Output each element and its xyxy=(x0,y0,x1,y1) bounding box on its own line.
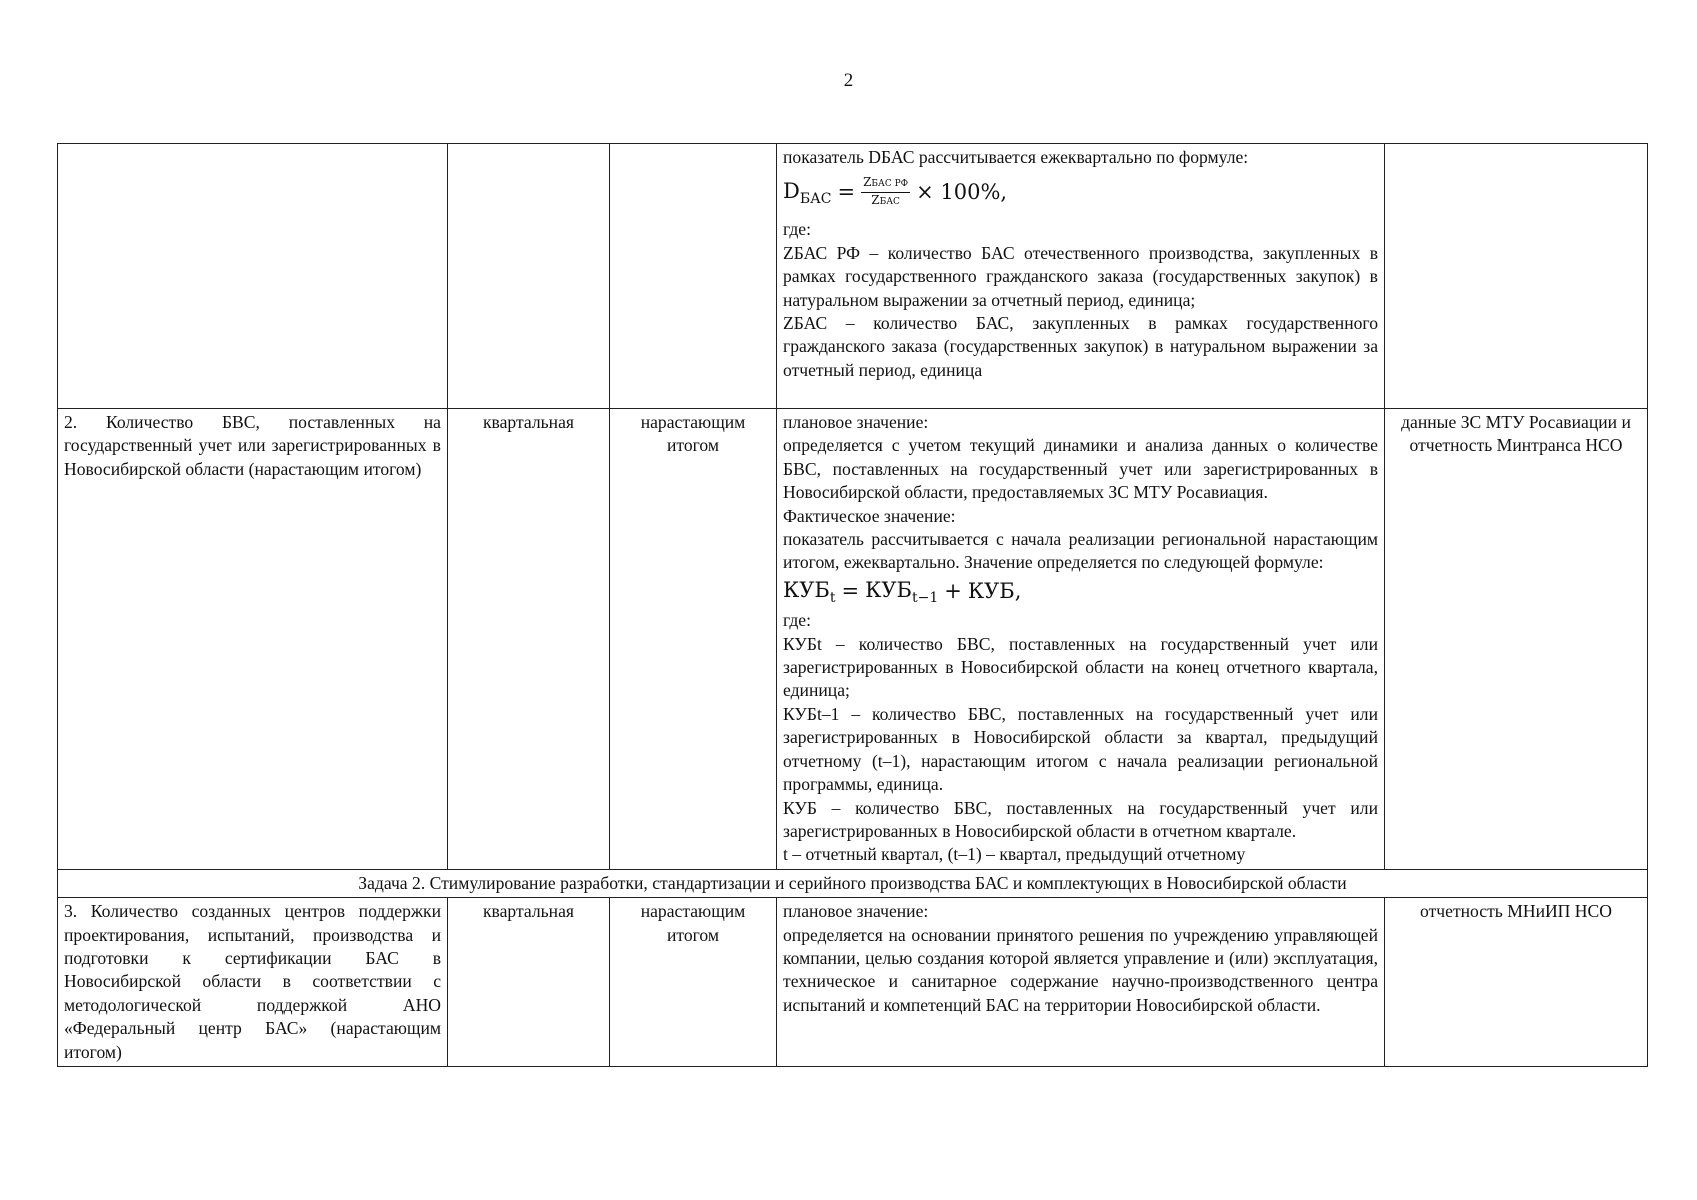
indicator-source: данные ЗС МТУ Росавиации и отчетность Минтранса НСО xyxy=(1385,409,1648,870)
formula-lhs-sub: БАС xyxy=(799,190,832,207)
indicator-periodicity: квартальная xyxy=(448,409,610,870)
cell-name-empty xyxy=(58,144,448,409)
formula-plus: + xyxy=(944,579,962,604)
formula-equals: = xyxy=(837,180,856,205)
formula-lhs: КУБ xyxy=(783,577,830,602)
where-label: где: xyxy=(783,219,811,240)
method-intro: показатель DБАС рассчитывается ежеквартально по формуле: xyxy=(783,147,1249,167)
indicators-table xyxy=(57,143,1648,1067)
cell-method xyxy=(777,409,1385,870)
formula-dbas xyxy=(783,175,1378,210)
definition-zbas-rf: ZБАС РФ – количество БАС отечественного производства, закупленных в рамках государственного гражданского заказа (государственных закупок) в натуральном выражении за отчетный период, единица; xyxy=(783,242,1378,310)
formula-numerator: ZБАС РФ xyxy=(861,175,910,193)
definition-t: t – отчетный квартал, (t–1) – квартал, предыдущий отчетному xyxy=(783,844,1246,865)
indicator-type: нарастающим итогом xyxy=(610,409,777,870)
plan-label: плановое значение: xyxy=(783,901,929,922)
page-number: 2 xyxy=(843,70,854,91)
formula-rhs1: КУБ xyxy=(865,577,912,602)
table-row-indicator-2 xyxy=(58,409,1648,870)
where-label: где: xyxy=(783,610,811,631)
fact-text: показатель рассчитывается с начала реализации региональной нарастающим итогом, ежеквартально. Значение определяется по следующей формуле: xyxy=(783,529,1378,573)
definition-zbas: ZБАС – количество БАС, закупленных в рамках государственного гражданского заказа (государственных закупок) в натуральном выражении за отчетный период, единица xyxy=(783,313,1378,380)
formula-lhs-sub: t xyxy=(829,589,836,606)
formula-rhs1-sub: t−1 xyxy=(912,589,939,606)
formula-tail: × 100%, xyxy=(916,180,1008,205)
cell-periodicity-empty xyxy=(448,144,610,409)
indicator-type: нарастающим итогом xyxy=(610,898,777,1067)
formula-fraction xyxy=(861,175,910,210)
plan-text: определяется с учетом текущий динамики и анализа данных о количестве БВС, поставленных на государственный учет или зарегистрированных в Новосибирской области, предоставляемых ЗС МТУ Росавиация. xyxy=(783,435,1378,503)
table-row-task-2 xyxy=(58,869,1648,897)
definition-kubt-1: КУБt–1 – количество БВС, поставленных на государственный учет или зарегистрированных в Новосибирской области за квартал, предыдущий отчетному (t–1), нарастающим итогом с начала реализации региональной программы, единица. xyxy=(783,703,1378,795)
formula-lhs: D xyxy=(783,178,800,203)
cell-method xyxy=(777,144,1385,409)
formula-rhs2: КУБ, xyxy=(967,579,1022,604)
indicator-source: отчетность МНиИП НСО xyxy=(1385,898,1648,1067)
indicator-name: 3. Количество созданных центров поддержки проектирования, испытаний, производства и подготовки к сертификации БАС в Новосибирской области в соответствии с методологической поддержкой АНО «Федеральный центр БАС» (нарастающим итогом) xyxy=(58,898,448,1067)
cell-source-empty xyxy=(1385,144,1648,409)
task-title: Задача 2. Стимулирование разработки, стандартизации и серийного производства БАС и комплектующих в Новосибирской области xyxy=(58,869,1648,897)
definition-kubt: КУБt – количество БВС, поставленных на государственный учет или зарегистрированных в Новосибирской области на конец отчетного квартала, единица; xyxy=(783,633,1378,701)
plan-label: плановое значение: xyxy=(783,412,929,432)
cell-type-empty xyxy=(610,144,777,409)
table-row-continuation xyxy=(58,144,1648,409)
formula-equals: = xyxy=(841,579,860,604)
indicator-periodicity: квартальная xyxy=(448,898,610,1067)
fact-label: Фактическое значение: xyxy=(783,505,956,526)
indicator-name: 2. Количество БВС, поставленных на государственный учет или зарегистрированных в Новосибирской области (нарастающим итогом) xyxy=(58,409,448,870)
table-row-indicator-3 xyxy=(58,898,1648,1067)
formula-kub xyxy=(783,579,1378,605)
cell-method xyxy=(777,898,1385,1067)
plan-text: определяется на основании принятого решения по учреждению управляющей компании, целью создания которой является управление и (или) эксплуатация, техническое и санитарное содержание научно-производственного центра испытаний и компетенций БАС на территории Новосибирской области. xyxy=(783,924,1378,1015)
formula-denominator: ZБАС xyxy=(871,193,900,208)
definition-kub: КУБ – количество БВС, поставленных на государственный учет или зарегистрированных в Новосибирской области в отчетном квартале. xyxy=(783,797,1378,841)
